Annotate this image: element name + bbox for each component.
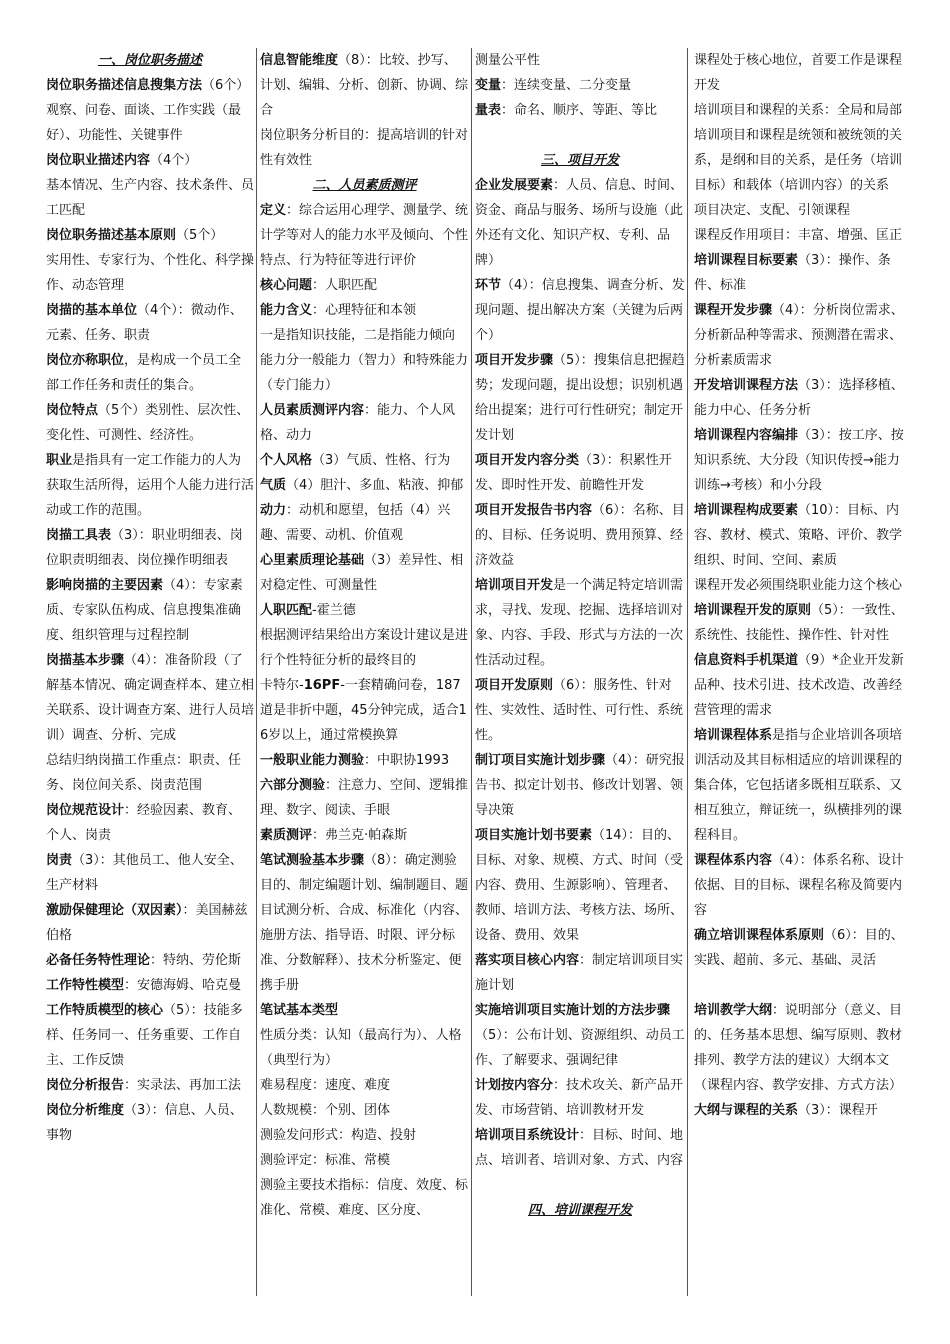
paragraph [260, 198, 469, 273]
term-label: 培训课程体系 [694, 728, 773, 743]
paragraph [46, 798, 254, 848]
paragraph-text: ：连续变量、二分变量 [501, 78, 632, 93]
column-4 [688, 48, 912, 1296]
paragraph [46, 848, 254, 898]
paragraph [46, 73, 254, 98]
paragraph-text: （4）胆汁、多血、粘液、抑郁 [286, 478, 464, 493]
term-label: 工作特质模型的核心 [46, 1003, 164, 1018]
term-label: 能力含义 [260, 303, 313, 318]
paragraph [694, 923, 910, 973]
term-label: 项目开发原则 [475, 678, 554, 693]
paragraph [694, 248, 910, 298]
paragraph [475, 48, 685, 73]
paragraph [475, 348, 685, 448]
paragraph [694, 1098, 910, 1123]
term-label: 岗位职业描述内容 [46, 153, 151, 168]
term-label: 岗位职务描述基本原则 [46, 228, 177, 243]
term-label: 信息资料手机渠道 [694, 653, 799, 668]
paragraph-text: （4个）：微动作、元素、任务、职责 [46, 303, 243, 343]
term-label: 培训项目开发 [475, 578, 554, 593]
paragraph [260, 498, 469, 548]
paragraph-text: 难易程度：速度、难度 [260, 1078, 391, 1093]
paragraph-text: （6）：目的、实践、超前、多元、基础、灵活 [694, 928, 904, 968]
paragraph [46, 748, 254, 798]
paragraph-text: （6个） [202, 78, 250, 93]
paragraph-text: （3）：操作、条件、标准 [694, 253, 891, 293]
term-label: 笔试基本类型 [260, 1003, 339, 1018]
term-label: 人员素质测评内容 [260, 403, 365, 418]
paragraph-text: ：综合运用心理学、测量学、统计学等对人的能力水平及倾向、个性特点、行为特征等进行评价 [260, 203, 469, 268]
paragraph-text: ：心理特征和本领 [312, 303, 417, 318]
paragraph [260, 673, 469, 748]
paragraph-text: ：经验因素、教育、个人、岗责 [46, 803, 242, 843]
column-3 [472, 48, 688, 1296]
term-label: 岗位亦称职位 [46, 353, 125, 368]
paragraph-text: （4个） [150, 153, 198, 168]
term-label: 培训课程开发的原则 [694, 603, 812, 618]
paragraph-text: -一套精确问卷，187道是非折中题，45分钟完成，适合16岁以上，通过常模换算 [260, 678, 467, 743]
paragraph [694, 423, 910, 498]
paragraph [694, 723, 910, 848]
paragraph-text: ：制定培训项目实施计划 [475, 953, 684, 993]
paragraph-text: （6）：名称、目的、目标、任务说明、费用预算、经济效益 [475, 503, 685, 568]
paragraph [46, 648, 254, 748]
paragraph [694, 498, 910, 573]
term-label: 人职匹配 [260, 603, 313, 618]
column-1 [43, 48, 257, 1296]
term-label: 培训课程构成要素 [694, 503, 799, 518]
term-label: 岗位特点 [46, 403, 99, 418]
paragraph-text: （3）：职业明细表、岗位职责明细表、岗位操作明细表 [46, 528, 243, 568]
paragraph-text: （4）：研究报告书、拟定计划书、修改计划署、领导决策 [475, 753, 685, 818]
paragraph-text: 是指具有一定工作能力的人为获取生活所得，运用个人能力进行活动或工作的范围。 [46, 453, 255, 518]
paragraph [46, 1098, 254, 1148]
paragraph-text: 人数规模：个别、团体 [260, 1103, 391, 1118]
paragraph [260, 1173, 469, 1223]
paragraph [260, 848, 469, 998]
paragraph [260, 448, 469, 473]
paragraph [260, 48, 469, 123]
paragraph [46, 148, 254, 173]
paragraph-text: （4）：信息搜集、调查分析、发现问题、提出解决方案（关键为后两个） [475, 278, 685, 343]
term-label: 激励保健理论（双因素） [46, 903, 183, 918]
paragraph [475, 748, 685, 823]
paragraph-text: 一是指知识技能，二是指能力倾向 [260, 328, 456, 343]
paragraph-text: ：美国赫兹伯格 [46, 903, 248, 943]
paragraph-text: （3）：积累性开发、即时性开发、前瞻性开发 [475, 453, 672, 493]
paragraph-text: （3）：按工序、按知识系统、大分段（知识传授→能力训练→考核）和小分段 [694, 428, 904, 493]
paragraph-text: ：能力、个人风格、动力 [260, 403, 456, 443]
term-label: 培训课程目标要素 [694, 253, 799, 268]
paragraph [260, 473, 469, 498]
term-label: 项目开发内容分类 [475, 453, 580, 468]
paragraph-text: 根据测评结果给出方案设计建议是进行个性特征分析的最终目的 [260, 628, 469, 668]
paragraph [46, 298, 254, 348]
paragraph-text: 是指与企业培训各项培训活动及其目标相适应的培训课程的集合体，它包括诸多既相互联系、又相互独立，辩证统一，纵横排列的课程科目。 [694, 728, 903, 843]
term-label: 实施培训项目实施计划的方法步骤 [475, 1003, 671, 1018]
paragraph [475, 498, 685, 573]
term-label: 岗描基本步骤 [46, 653, 125, 668]
paragraph [46, 998, 254, 1073]
paragraph [694, 48, 910, 98]
paragraph [475, 173, 685, 273]
paragraph [694, 223, 910, 248]
paragraph-text: （10）：目标、内容、教材、模式、策略、评价、教学组织、时间、空间、素质 [694, 503, 903, 568]
paragraph-text: 课程开发必须围绕职业能力这个核心 [694, 578, 903, 593]
paragraph [260, 348, 469, 398]
paragraph [475, 1073, 685, 1123]
paragraph-text: ：目标、时间、地点、培训者、培训对象、方式、内容 [475, 1128, 684, 1168]
term-label: 落实项目核心内容 [475, 953, 580, 968]
paragraph-text: 培训项目和课程是统领和被统领的关系，是纲和目的关系，是任务（培训目标）和载体（培训内容）的关系 [694, 128, 903, 193]
term-label: 一般职业能力测验 [260, 753, 365, 768]
paragraph [475, 1123, 685, 1173]
paragraph-text: ：人员、信息、时间、资金、商品与服务、场所与设施（此外还有文化、知识产权、专利、品牌） [475, 178, 684, 268]
term-label: 个人风格 [260, 453, 313, 468]
paragraph [260, 323, 469, 348]
paragraph-text: 测量公平性 [475, 53, 541, 68]
paragraph [46, 348, 254, 398]
paragraph-text: ：动机和愿望，包括（4）兴趣、需要、动机、价值观 [260, 503, 451, 543]
term-label: 确立培训课程体系原则 [694, 928, 825, 943]
paragraph [260, 623, 469, 673]
paragraph [260, 1148, 469, 1173]
term-label: 岗位规范设计 [46, 803, 125, 818]
term-label: 气质 [260, 478, 287, 493]
paragraph [260, 398, 469, 448]
paragraph [260, 1023, 469, 1073]
paragraph [46, 223, 254, 248]
paragraph [694, 848, 910, 923]
term-label: 岗位职务描述信息搜集方法 [46, 78, 203, 93]
paragraph-prefix: 卡特尔- [260, 678, 304, 693]
paragraph [694, 298, 910, 373]
paragraph-text: （3）气质、性格、行为 [312, 453, 451, 468]
term-label: 心里素质理论基础 [260, 553, 365, 568]
paragraph-text: （4）：准备阶段（了解基本情况、确定调查样本、建立相关联系、设计调查方案、进行人员培训）调查、分析、完成 [46, 653, 255, 743]
paragraph [475, 273, 685, 348]
term-label: 定义 [260, 203, 287, 218]
paragraph [694, 98, 910, 123]
term-label: 信息智能维度 [260, 53, 339, 68]
paragraph-text: （3）：其他员工、他人安全、生产材料 [46, 853, 243, 893]
term-label: 影响岗描的主要因素 [46, 578, 164, 593]
term-label: 培训教学大纲 [694, 1003, 773, 1018]
paragraph [475, 448, 685, 498]
paragraph-text: 测验主要技术指标：信度、效度、标准化、常模、难度、区分度、 [260, 1178, 469, 1218]
paragraph-text: 测验发问形式：构造、投射 [260, 1128, 417, 1143]
term-label: 岗描工具表 [46, 528, 112, 543]
paragraph-text: （3）：课程开 [798, 1103, 878, 1118]
term-label: 岗位分析报告 [46, 1078, 125, 1093]
paragraph-text: ：注意力、空间、逻辑推理、数字、阅读、手眼 [260, 778, 469, 818]
paragraph-text: （5个） [176, 228, 224, 243]
paragraph-text: 课程反作用项目：丰富、增强、匡正 [694, 228, 903, 243]
paragraph-text: （3）：信息、人员、事物 [46, 1103, 243, 1143]
paragraph [475, 998, 685, 1073]
paragraph-text: 观察、问卷、面谈、工作实践（最好）、功能性、关键事件 [46, 103, 242, 143]
term-label: 素质测评 [260, 828, 313, 843]
term-label: 企业发展要素 [475, 178, 554, 193]
term-label: 项目开发步骤 [475, 353, 554, 368]
term-label: 工作特性模型 [46, 978, 125, 993]
paragraph [46, 1073, 254, 1098]
paragraph [46, 448, 254, 523]
term-label: 大纲与课程的关系 [694, 1103, 799, 1118]
term-label: 培训项目系统设计 [475, 1128, 580, 1143]
paragraph [46, 898, 254, 948]
paragraph-text: （6）：服务性、针对性、实效性、适时性、可行性、系统性。 [475, 678, 684, 743]
column-2 [257, 48, 472, 1296]
paragraph-text: ：实录法、再加工法 [124, 1078, 242, 1093]
paragraph [46, 948, 254, 973]
paragraph [260, 298, 469, 323]
section-heading: 三、项目开发 [540, 153, 619, 168]
paragraph-text: 是一个满足特定培训需求，寻找、发现、挖掘、选择培训对象、内容、手段、形式与方法的一次性活动过程。 [475, 578, 684, 668]
term-label: 岗位分析维度 [46, 1103, 125, 1118]
paragraph [694, 198, 910, 223]
paragraph-text: （5）：一致性、系统性、技能性、操作性、针对性 [694, 603, 904, 643]
paragraph [46, 398, 254, 448]
paragraph [694, 648, 910, 723]
section-heading: 一、岗位职务描述 [97, 53, 202, 68]
paragraph-text: 测验评定：标准、常模 [260, 1153, 391, 1168]
term-label: 核心问题 [260, 278, 313, 293]
paragraph [475, 823, 685, 948]
term-label: 项目开发报告书内容 [475, 503, 593, 518]
paragraph [260, 1073, 469, 1098]
paragraph [46, 98, 254, 148]
paragraph [46, 523, 254, 573]
paragraph-text: 岗位职务分析目的：提高培训的针对性有效性 [260, 128, 469, 168]
paragraph-text: （3）：选择移植、能力中心、任务分析 [694, 378, 904, 418]
paragraph [260, 1098, 469, 1123]
blank-line [694, 973, 910, 998]
paragraph [694, 573, 910, 598]
paragraph-text: 能力分一般能力（智力）和特殊能力（专门能力） [260, 353, 469, 393]
paragraph-text: ：人职匹配 [312, 278, 378, 293]
paragraph-text: （3）差异性、相对稳定性、可测量性 [260, 553, 464, 593]
paragraph-text: （5）：公布计划、资源组织、动员工作、了解要求、强调纪律 [475, 1028, 685, 1068]
paragraph [475, 948, 685, 998]
term-label: 计划按内容分 [475, 1078, 554, 1093]
paragraph [46, 573, 254, 648]
paragraph-text: 总结归纳岗描工作重点：职责、任务、岗位间关系、岗责范围 [46, 753, 242, 793]
paragraph [260, 998, 469, 1023]
term-label: 课程开发步骤 [694, 303, 773, 318]
paragraph [260, 773, 469, 823]
paragraph [46, 173, 254, 223]
section-heading: 二、人员素质测评 [312, 178, 417, 193]
paragraph [260, 548, 469, 598]
paragraph [475, 98, 685, 123]
paragraph-text: 项目决定、支配、引领课程 [694, 203, 851, 218]
paragraph [46, 973, 254, 998]
paragraph-text: ：命名、顺序、等距、等比 [501, 103, 658, 118]
term-label: 16PF [303, 678, 341, 693]
document-page [43, 48, 912, 1296]
paragraph-text: （5）：搜集信息把握趋势；发现问题，提出设想；识别机遇给出提案；进行可行性研究；制定开发计划 [475, 353, 685, 443]
paragraph [260, 748, 469, 773]
term-label: 项目实施计划书要素 [475, 828, 593, 843]
paragraph-text: 课程处于核心地位，首要工作是课程开发 [694, 53, 903, 93]
term-label: 开发培训课程方法 [694, 378, 799, 393]
term-label: 岗责 [46, 853, 73, 868]
paragraph-text: 培训项目和课程的关系：全局和局部 [694, 103, 903, 118]
paragraph-text: ：弗兰克·帕森斯 [312, 828, 408, 843]
paragraph-text: （4）：分析岗位需求、分析新品种等需求、预测潜在需求、分析素质需求 [694, 303, 904, 368]
paragraph-text: （5个）类别性、层次性、变化性、可测性、经济性。 [46, 403, 250, 443]
paragraph [260, 123, 469, 173]
paragraph [694, 598, 910, 648]
paragraph [694, 998, 910, 1098]
paragraph-text: ，是构成一个员工全部工作任务和责任的集合。 [46, 353, 242, 393]
paragraph-text: （9）*企业开发新品种、技术引进、技术改造、改善经营管理的需求 [694, 653, 904, 718]
term-label: 培训课程内容编排 [694, 428, 799, 443]
term-label: 课程体系内容 [694, 853, 773, 868]
paragraph-text: ：特纳、劳伦斯 [150, 953, 242, 968]
paragraph [260, 598, 469, 623]
term-label: 必备任务特性理论 [46, 953, 151, 968]
term-label: 岗描的基本单位 [46, 303, 138, 318]
paragraph-text: ：技术攻关、新产品开发、市场营销、培训教材开发 [475, 1078, 684, 1118]
paragraph [694, 373, 910, 423]
paragraph [475, 73, 685, 98]
term-label: 环节 [475, 278, 502, 293]
paragraph-text: （14）：目的、目标、对象、规模、方式、时间（受内容、费用、生源影响）、管理者、教师、培训方法、考核方法、场所、设备、费用、效果 [475, 828, 684, 943]
paragraph-text: ：安德海姆、哈克曼 [124, 978, 242, 993]
section-heading: 四、培训课程开发 [527, 1203, 632, 1218]
paragraph-text: 实用性、专家行为、个性化、科学操作、动态管理 [46, 253, 255, 293]
paragraph [475, 573, 685, 673]
paragraph [46, 248, 254, 298]
paragraph-text: （4）：体系名称、设计依据、目的目标、课程名称及简要内容 [694, 853, 904, 918]
term-label: 六部分测验 [260, 778, 326, 793]
term-label: 制订项目实施计划步骤 [475, 753, 606, 768]
paragraph-text: -霍兰德 [312, 603, 356, 618]
paragraph [260, 1123, 469, 1148]
paragraph-text: （4）：专家素质、专家队伍构成、信息搜集准确度、组织管理与过程控制 [46, 578, 243, 643]
paragraph-text: （5）：技能多样、任务同一、任务重要、工作自主、工作反馈 [46, 1003, 243, 1068]
paragraph [260, 823, 469, 848]
paragraph [694, 123, 910, 198]
term-label: 职业 [46, 453, 73, 468]
paragraph-text: 基本情况、生产内容、技术条件、员工匹配 [46, 178, 255, 218]
term-label: 变量 [475, 78, 502, 93]
paragraph [260, 273, 469, 298]
paragraph-text: （8）：比较、抄写、计划、编辑、分析、创新、协调、综合 [260, 53, 469, 118]
paragraph-text: ：中职协1993 [364, 753, 450, 768]
paragraph [475, 673, 685, 748]
term-label: 笔试测验基本步骤 [260, 853, 365, 868]
paragraph-text: （8）：确定测验目的、制定编题计划、编制题目、题目试测分析、合成、标准化（内容、施册方法、指导语、时限、评分标准、分数解释）、技术分析鉴定、便携手册 [260, 853, 469, 993]
paragraph-text: ：说明部分（意义、目的、任务基本思想、编写原则、教材排列、教学方法的建议）大纲本文（课程内容、教学安排、方式方法） [694, 1003, 903, 1093]
term-label: 动力 [260, 503, 287, 518]
paragraph-text: 性质分类：认知（最高行为）、人格（典型行为） [260, 1028, 462, 1068]
term-label: 量表 [475, 103, 502, 118]
